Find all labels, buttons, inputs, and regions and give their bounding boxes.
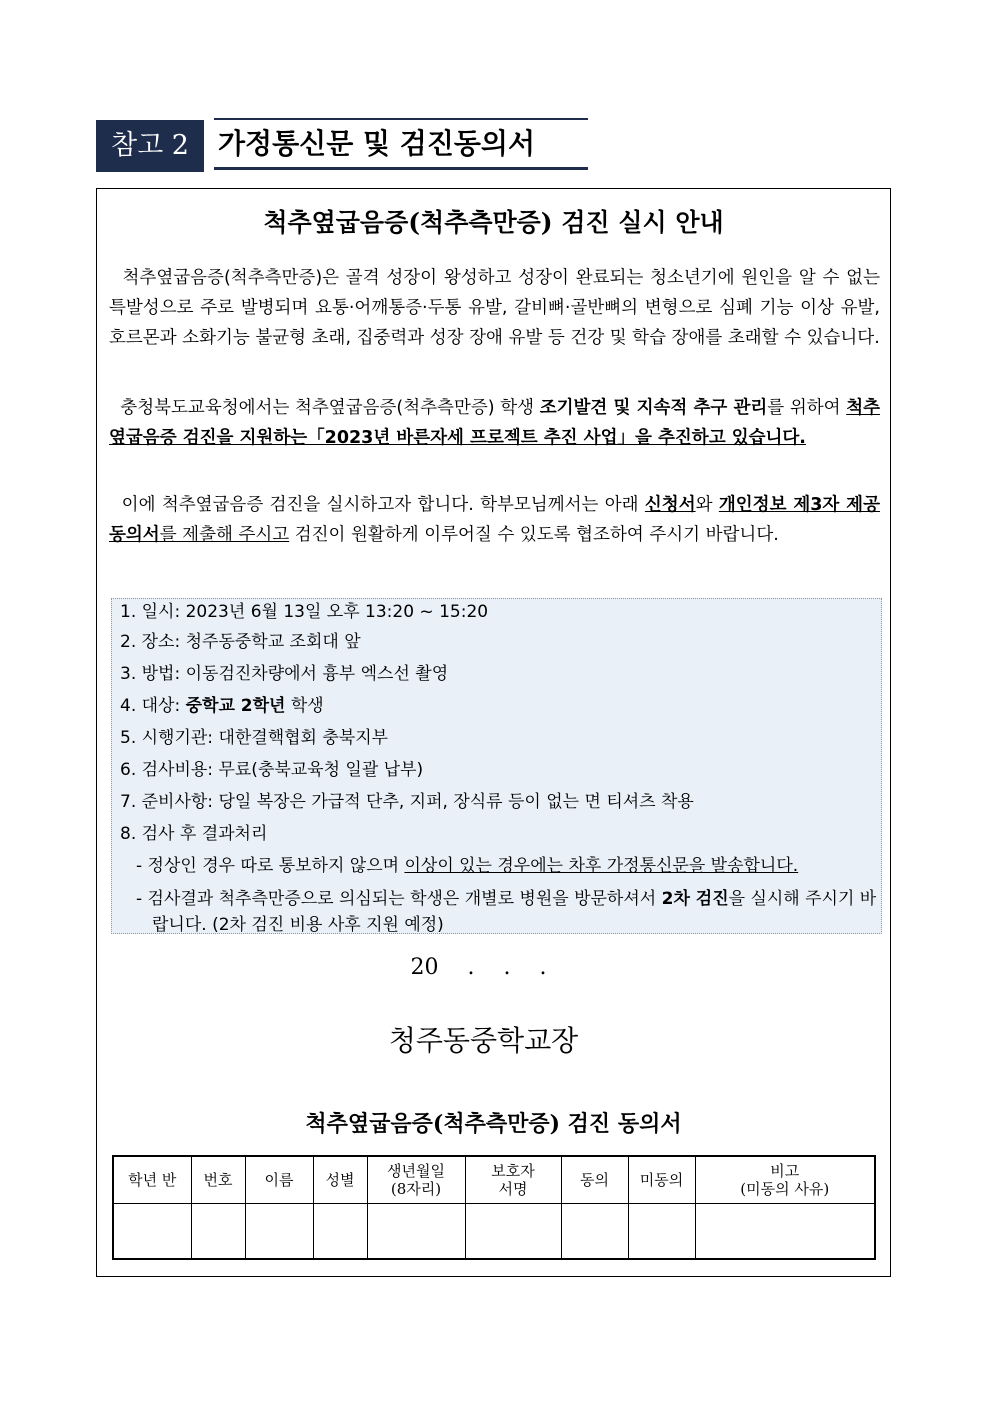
consent-title: 척추옆굽음증(척추측만증) 검진 동의서 [305,1111,682,1137]
notice-title: 척추옆굽음증(척추측만증) 검진 실시 안내 [263,208,724,237]
col-number: 번호 [191,1156,245,1204]
col-remarks-l1: 비고 [770,1162,800,1180]
cell-disagree[interactable] [628,1204,695,1260]
p2-text-c: 를 위하여 [767,398,847,418]
p2-text-bold: 조기발견 및 지속적 추구 관리 [539,398,768,418]
cell-name[interactable] [245,1204,313,1260]
paragraph-request [109,490,880,550]
consent-table [112,1155,876,1260]
p2-text-underlined: 척추옆굽음증 검진을 지원하는「2023년 바른자세 프로젝트 추진 사업」을 추진하고 있습니다. [109,398,880,448]
info-item-results: 8. 검사 후 결과처리 [120,824,268,844]
col-remarks [695,1156,875,1204]
issue-date: 20 . . . [410,955,547,980]
principal-signature: 청주동중학교장 [388,1024,579,1057]
p2-text-a: 충청북도교육청에서는 척추옆굽음증(척추측만증) 학생 [120,398,540,418]
sub2-bold: 2차 검진 [661,889,729,909]
col-guardian-l1: 보호자 [491,1162,535,1180]
col-birthdate-l1: 생년월일 [387,1162,445,1180]
info-box [111,598,882,934]
info-item-agency: 5. 시행기관: 대한결핵협회 충북지부 [120,728,389,748]
notice-frame [96,188,891,1277]
col-birthdate-l2: (8자리) [390,1180,442,1198]
p3-text-c: 와 [695,495,719,515]
sub2-text-a: - 검사결과 척추측만증으로 의심되는 학생은 개별로 병원을 방문하셔서 [136,889,662,909]
cell-gender[interactable] [313,1204,367,1260]
info-item-date: 1. 일시: 2023년 6월 13일 오후 13:20 ~ 15:20 [120,602,489,622]
col-remarks-l2: (미동의 사유) [740,1180,830,1198]
cell-grade-class[interactable] [113,1204,191,1260]
cell-remarks[interactable] [695,1204,875,1260]
header-title: 가정통신문 및 검진동의서 [214,118,588,170]
col-agree: 동의 [561,1156,628,1204]
cell-birthdate[interactable] [367,1204,465,1260]
info-sub-normal [136,853,888,879]
col-guardian-l2: 서명 [498,1180,528,1198]
paragraph-program [109,393,880,453]
col-birthdate [367,1156,465,1204]
info-item-method: 3. 방법: 이동검진차량에서 흉부 엑스선 촬영 [120,664,449,684]
target-label: 4. 대상: [120,696,186,716]
info-item-preparation: 7. 준비사항: 당일 복장은 가급적 단추, 지퍼, 장식류 등이 없는 면 티셔츠 착용 [120,792,694,812]
consent-input-row [113,1204,875,1260]
col-name: 이름 [245,1156,313,1204]
paragraph-intro [109,263,880,353]
col-grade-class: 학년 반 [113,1156,191,1204]
info-item-cost: 6. 검사비용: 무료(충북교육청 일괄 납부) [120,760,424,780]
col-disagree: 미동의 [628,1156,695,1204]
paragraph-intro-text: 척추옆굽음증(척추측만증)은 골격 성장이 왕성하고 성장이 완료되는 청소년기에 원인을 알 수 없는 특발성으로 주로 발병되며 요통·어깨통증·두통 유발, 갈비뼈·골반뼈의 변형으로 심폐 기능 이상 유발, 호르몬과 소화기능 불균형 초래, 집중력과 성장 장애 유발 등 건강 및 학습 장애를 초래할 수 있습니다. [109,268,880,348]
target-suffix: 학생 [285,696,324,716]
reference-tag: 참고 2 [96,120,204,172]
sub2-text-c: 을 실시해 주시기 바랍니다. (2차 검진 비용 사후 지원 예정) [152,889,877,935]
col-gender: 성별 [313,1156,367,1204]
document-header [96,118,590,172]
sub1-text: - 정상인 경우 따로 통보하지 않으며 [136,856,405,876]
cell-agree[interactable] [561,1204,628,1260]
target-grade: 중학교 2학년 [185,696,286,716]
cell-number[interactable] [191,1204,245,1260]
p3-text-f: 검진이 원활하게 이루어질 수 있도록 협조하여 주시기 바랍니다. [289,525,779,545]
info-sub-followup [136,886,888,938]
col-guardian-signature [465,1156,561,1204]
p3-submit: 를 제출해 주시고 [159,525,290,545]
info-item-place: 2. 장소: 청주동중학교 조회대 앞 [120,632,361,652]
info-item-target [120,693,324,719]
sub1-underlined: 이상이 있는 경우에는 차후 가정통신문을 발송합니다. [404,856,799,876]
cell-guardian-signature[interactable] [465,1204,561,1260]
p3-privacy-consent: 개인정보 제3자 제공 동의서 [109,495,880,545]
p3-application: 신청서 [644,495,696,515]
p3-text-a: 이에 척추옆굽음증 검진을 실시하고자 합니다. 학부모님께서는 아래 [121,495,645,515]
consent-header-row [113,1156,875,1204]
